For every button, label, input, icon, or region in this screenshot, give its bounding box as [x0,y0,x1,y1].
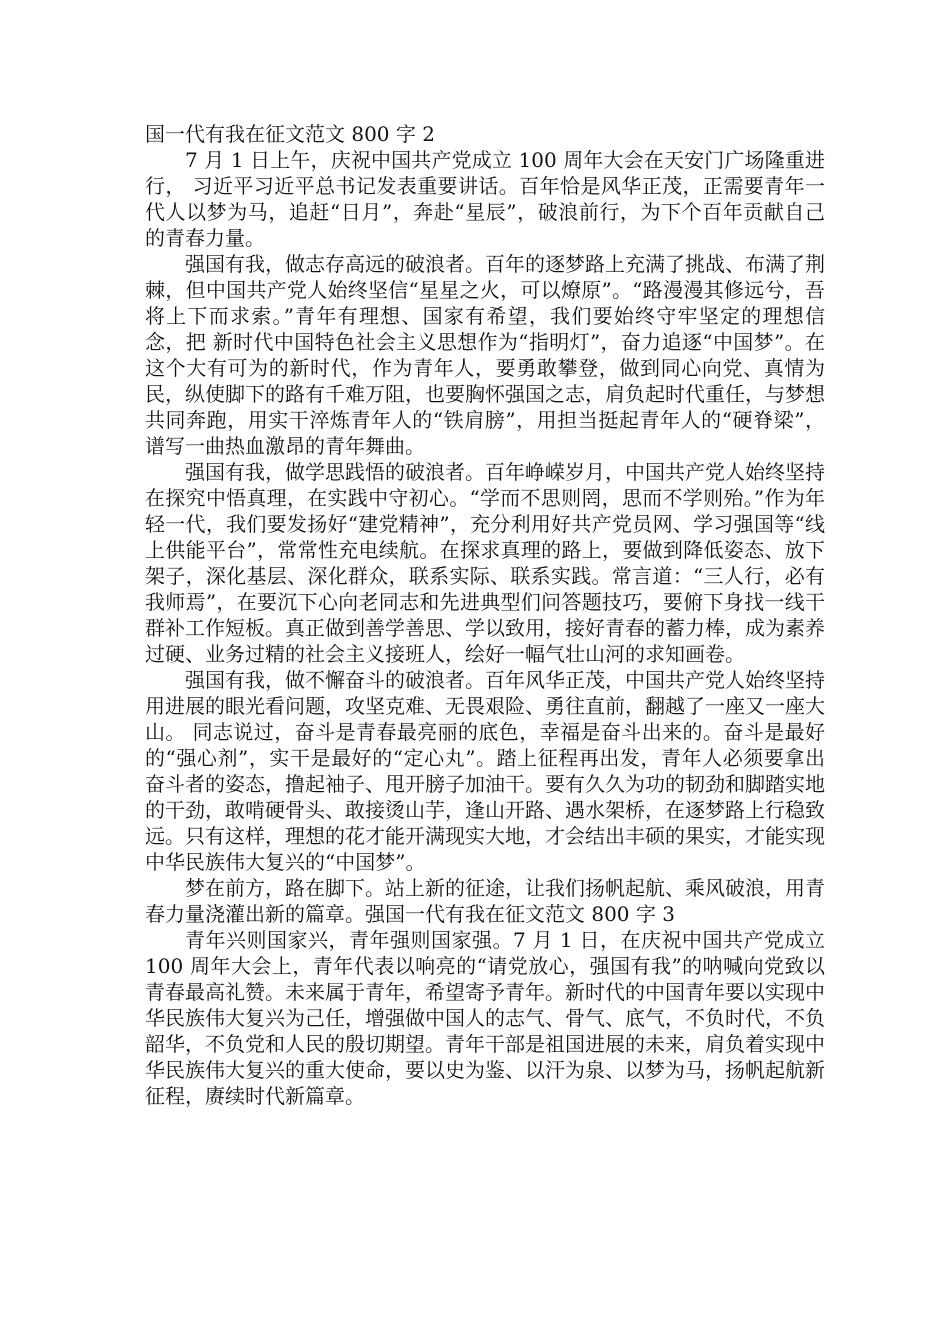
paragraph-2: 强国有我，做志存高远的破浪者。百年的逐梦路上充满了挑战、布满了荆棘，但中国共产党人始终坚信“星星之火，可以燎原”。“路漫漫其修远兮，吾将上下而求索。”青年有理想、国家有希望，我们要始终守牢坚定的理想信念，把 新时代中国特色社会主义思想作为“指明灯”，奋力追逐“中国梦”。在这个大有可为的新时代，作为青年人，要勇敢攀登，做到同心向党、真情为民，纵使脚下的路有千难万阻，也要胸怀强国之志，肩负起时代重任，与梦想共同奔跑，用实干淬炼青年人的“铁肩膀”，用担当挺起青年人的“硬脊梁”，谱写一曲热血激昂的青年舞曲。 [145,252,825,458]
paragraph-1: 7 月 1 日上午，庆祝中国共产党成立 100 周年大会在天安门广场隆重进行， 习近平习近平总书记发表重要讲话。百年恰是风华正茂，正需要青年一代人以梦为马，追赶“日月”，奔赴“星辰”，破浪前行，为下个百年贡献自己的青春力量。 [145,148,825,250]
paragraph-5: 梦在前方，路在脚下。站上新的征途，让我们扬帆起航、乘风破浪，用青春力量浇灌出新的篇章。强国一代有我在征文范文 800 字 3 [145,876,825,926]
document-page [145,121,825,1109]
document-title: 国一代有我在征文范文 800 字 2 [145,122,435,146]
paragraph-6: 青年兴则国家兴，青年强则国家强。7 月 1 日，在庆祝中国共产党成立 100 周年大会上，青年代表以响亮的“请党放心，强国有我”的呐喊向党致以青春最高礼赞。未来属于青年，希望寄予青年。新时代的中国青年要以实现中华民族伟大复兴为己任，增强做中国人的志气、骨气、底气，不负时代，不负韶华，不负党和人民的殷切期望。青年干部是祖国进展的未来，肩负着实现中华民族伟大复兴的重大使命，要以史为鉴、以汗为泉、以梦为马，扬帆起航新征程，赓续时代新篇章。 [145,928,825,1108]
paragraph-3: 强国有我，做学思践悟的破浪者。百年峥嵘岁月，中国共产党人始终坚持在探究中悟真理，在实践中守初心。“学而不思则罔，思而不学则殆。”作为年轻一代，我们要发扬好“建党精神”，充分利用好共产党员网、学习强国等“线上供能平台”，常常性充电续航。在探求真理的路上，要做到降低姿态、放下架子，深化基层、深化群众，联系实际、联系实践。常言道：“三人行，必有我师焉”，在要沉下心向老同志和先进典型们问答题技巧，要俯下身找一线干群补工作短板。真正做到善学善思、学以致用，接好青春的蓄力棒，成为素养过硬、业务过精的社会主义接班人，绘好一幅气壮山河的求知画卷。 [145,460,825,666]
paragraph-4: 强国有我，做不懈奋斗的破浪者。百年风华正茂，中国共产党人始终坚持用进展的眼光看问题，攻坚克难、无畏艰险、勇往直前，翻越了一座又一座大山。 同志说过，奋斗是青春最亮丽的底色，幸福是奋斗出来的。奋斗是最好的“强心剂”，实干是最好的“定心丸”。踏上征程再出发，青年人必须要拿出奋斗者的姿态，撸起袖子、甩开膀子加油干。要有久久为功的韧劲和脚踏实地的干劲，敢啃硬骨头、敢接烫山芋，逢山开路、遇水架桥，在逐梦路上行稳致远。只有这样，理想的花才能开满现实大地，才会结出丰硕的果实，才能实现中华民族伟大复兴的“中国梦”。 [145,668,825,874]
